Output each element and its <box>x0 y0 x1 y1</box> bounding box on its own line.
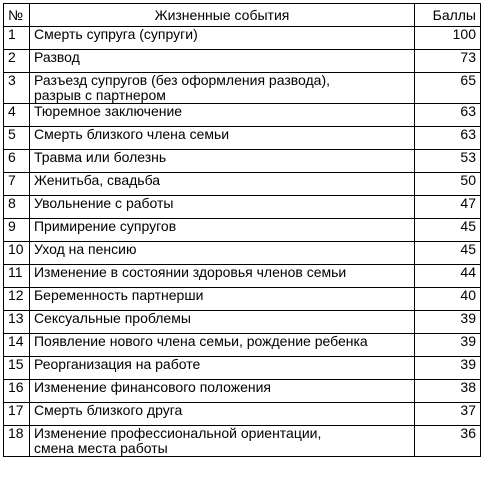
event-name <box>29 27 414 50</box>
row-number: 4 <box>4 104 30 127</box>
event-name <box>29 311 414 334</box>
event-score: 39 <box>415 357 481 380</box>
event-name-line: смена места работы <box>33 440 168 456</box>
row-number: 18 <box>4 426 30 457</box>
row-number: 7 <box>4 173 30 196</box>
header-life-events: Жизненные события <box>29 4 414 27</box>
row-number: 1 <box>4 27 30 50</box>
event-name-line: Смерть близкого члена семьи <box>33 126 230 142</box>
table-row <box>4 403 481 426</box>
event-name <box>29 127 414 150</box>
event-name-line: Уход на пенсию <box>33 241 137 257</box>
event-name <box>29 73 414 104</box>
row-number: 8 <box>4 196 30 219</box>
event-name <box>29 403 414 426</box>
table-row <box>4 288 481 311</box>
event-score: 38 <box>415 380 481 403</box>
event-score: 63 <box>415 104 481 127</box>
event-name <box>29 334 414 357</box>
event-name <box>29 173 414 196</box>
row-number: 15 <box>4 357 30 380</box>
table-row <box>4 219 481 242</box>
row-number: 2 <box>4 50 30 73</box>
row-number: 13 <box>4 311 30 334</box>
event-name-line: Смерть супруга (супруги) <box>33 26 198 42</box>
event-score: 47 <box>415 196 481 219</box>
event-name-line: Примирение супругов <box>33 218 177 234</box>
event-name-line: Тюремное заключение <box>33 103 183 119</box>
event-name-line: Женитьба, свадьба <box>33 172 161 188</box>
table-row <box>4 265 481 288</box>
event-score: 45 <box>415 242 481 265</box>
row-number: 12 <box>4 288 30 311</box>
event-name-line: Реорганизация на работе <box>33 356 201 372</box>
event-score: 65 <box>415 73 481 104</box>
event-name <box>29 104 414 127</box>
table-row <box>4 150 481 173</box>
table-row <box>4 173 481 196</box>
event-score: 50 <box>415 173 481 196</box>
event-name <box>29 288 414 311</box>
event-name-line: Смерть близкого друга <box>33 402 183 418</box>
event-score: 39 <box>415 334 481 357</box>
event-name-line: Изменение профессиональной ориентации, <box>33 425 322 441</box>
event-score: 44 <box>415 265 481 288</box>
event-score: 45 <box>415 219 481 242</box>
event-name <box>29 426 414 457</box>
event-name <box>29 380 414 403</box>
event-name <box>29 242 414 265</box>
event-name-line: Появление нового члена семьи, рождение ребенка <box>33 333 368 349</box>
event-name <box>29 50 414 73</box>
table-row <box>4 311 481 334</box>
table-row <box>4 242 481 265</box>
event-score: 63 <box>415 127 481 150</box>
header-score: Баллы <box>415 4 481 27</box>
table-row <box>4 357 481 380</box>
event-name-line: Увольнение с работы <box>33 195 174 211</box>
table-row <box>4 50 481 73</box>
row-number: 3 <box>4 73 30 104</box>
event-score: 53 <box>415 150 481 173</box>
row-number: 14 <box>4 334 30 357</box>
event-name <box>29 150 414 173</box>
event-name-line: Развод <box>33 49 80 65</box>
row-number: 10 <box>4 242 30 265</box>
header-number: № <box>4 4 30 27</box>
event-name-line: Травма или болезнь <box>33 149 167 165</box>
row-number: 6 <box>4 150 30 173</box>
table-row <box>4 27 481 50</box>
event-score: 37 <box>415 403 481 426</box>
row-number: 9 <box>4 219 30 242</box>
table-row <box>4 380 481 403</box>
event-score: 40 <box>415 288 481 311</box>
table-row <box>4 127 481 150</box>
event-name <box>29 219 414 242</box>
row-number: 16 <box>4 380 30 403</box>
event-name-line: разрыв с партнером <box>33 87 166 103</box>
event-score: 36 <box>415 426 481 457</box>
event-name <box>29 265 414 288</box>
event-name <box>29 357 414 380</box>
row-number: 11 <box>4 265 30 288</box>
table-header-row <box>4 4 481 27</box>
event-name-line: Изменение финансового положения <box>33 379 271 395</box>
event-score: 100 <box>415 27 481 50</box>
event-score: 73 <box>415 50 481 73</box>
event-score: 39 <box>415 311 481 334</box>
row-number: 5 <box>4 127 30 150</box>
event-name-line: Изменение в состоянии здоровья членов семьи <box>33 264 347 280</box>
table-row <box>4 426 481 457</box>
table-row <box>4 73 481 104</box>
table-row <box>4 104 481 127</box>
life-events-table <box>3 3 481 457</box>
table-row <box>4 334 481 357</box>
event-name-line: Разъезд супругов (без оформления развода), <box>33 72 331 88</box>
event-name <box>29 196 414 219</box>
row-number: 17 <box>4 403 30 426</box>
event-name-line: Сексуальные проблемы <box>33 310 191 326</box>
table-body <box>4 27 481 457</box>
table-row <box>4 196 481 219</box>
event-name-line: Беременность партнерши <box>33 287 204 303</box>
